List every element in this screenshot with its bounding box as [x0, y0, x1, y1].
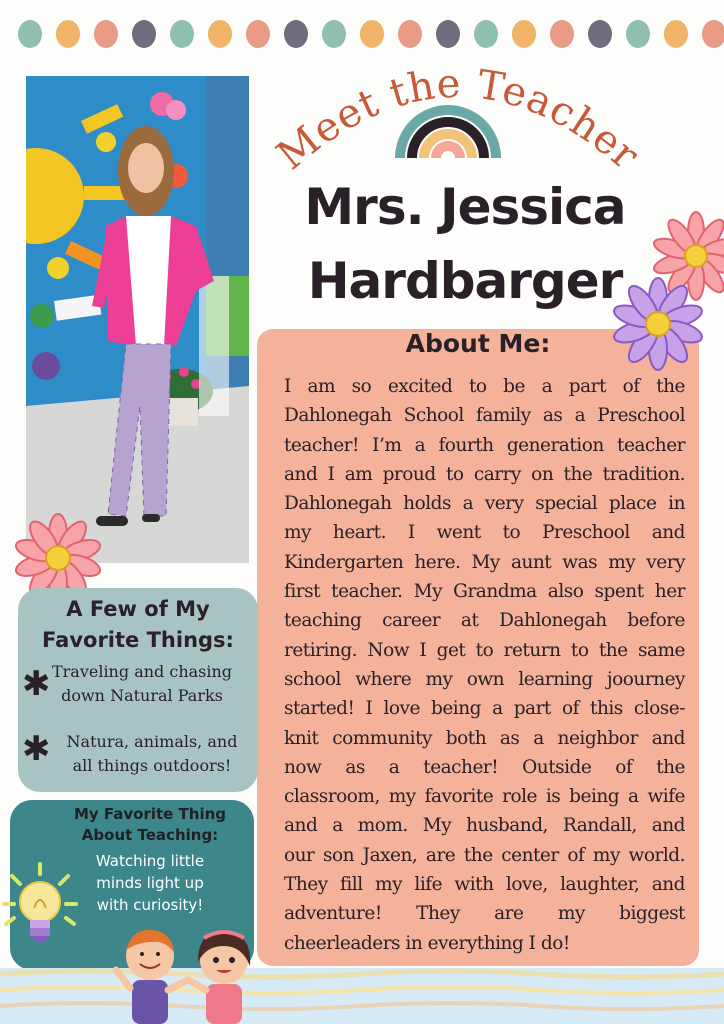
- favorite-teaching-heading-line1: My Favorite Thing: [73, 805, 227, 823]
- svg-text:Meet the Teacher: Meet the Teacher: [268, 60, 648, 178]
- teacher-name-line2: Hardbarger: [307, 252, 623, 310]
- asterisk-bullet-icon: ✱: [22, 664, 51, 704]
- favorite-teaching-heading: [66, 804, 234, 846]
- about-me-line: knit community both as a neighbor and: [284, 727, 685, 749]
- about-me-line: school where my own learning joourney: [284, 668, 685, 690]
- decorative-dot: [56, 20, 80, 48]
- decorative-dot: [246, 20, 270, 48]
- decorative-dot: [626, 20, 650, 48]
- decorative-dot: [702, 20, 724, 48]
- favorite-item: [34, 660, 250, 708]
- meet-the-teacher-title: [268, 48, 648, 178]
- about-me-line: my heart. I went to Preschool and: [284, 522, 685, 544]
- about-me-line: I am so excited to be a part of the: [284, 376, 685, 397]
- kids-illustration: [112, 926, 262, 1024]
- decorative-dot: [512, 20, 536, 48]
- about-me-line: now as a teacher! Outside of the: [284, 756, 685, 778]
- about-me-line: teaching career at Dahlonegah before: [284, 610, 685, 632]
- about-me-line: cheerleaders in everything I do!: [284, 932, 570, 954]
- about-me-line: Dahlonegah holds a very special place in: [284, 493, 685, 515]
- favorite-teaching-heading-line2: About Teaching:: [81, 826, 219, 844]
- bottom-wave-border: [0, 968, 724, 1024]
- favorite-item-line: Traveling and chasing: [51, 662, 233, 681]
- about-me-line: They fill my life with love, laughter, and: [284, 874, 685, 896]
- decorative-dot: [208, 20, 232, 48]
- decorative-dot: [360, 20, 384, 48]
- lightbulb-icon: [0, 862, 80, 952]
- flower-icon: [610, 276, 706, 372]
- favorite-item: [50, 730, 254, 778]
- about-me-line: Kindergarten here. My aunt was my very: [284, 551, 685, 573]
- favorite-things-heading-line2: Favorite Things:: [42, 628, 234, 652]
- favorite-teaching-text-line: Watching little: [95, 852, 205, 870]
- decorative-dot: [588, 20, 612, 48]
- about-me-line: adventure! They are my biggest: [284, 903, 685, 925]
- decorative-dot: [322, 20, 346, 48]
- decorative-dot: [436, 20, 460, 48]
- favorite-item-line: Natura, animals, and: [66, 732, 238, 751]
- decorative-dot: [664, 20, 688, 48]
- decorative-dot: [18, 20, 42, 48]
- decorative-dot: [170, 20, 194, 48]
- about-me-line: classroom, my favorite role is being a wife: [284, 786, 685, 808]
- teacher-name-line1: Mrs. Jessica: [304, 178, 626, 236]
- about-me-line: first teacher. My Grandma also spent her: [284, 581, 685, 603]
- favorite-things-heading: [18, 594, 258, 656]
- decorative-dot: [94, 20, 118, 48]
- about-me-line: and a mom. My husband, Randall, and: [284, 815, 685, 837]
- decorative-dot: [398, 20, 422, 48]
- about-me-line: our son Jaxen, are the center of my world.: [284, 844, 685, 866]
- about-me-line: teacher! I’m a fourth generation teacher: [284, 434, 685, 456]
- rainbow-icon: [400, 110, 496, 158]
- about-me-line: started! I love being a part of this close-: [284, 698, 685, 720]
- favorite-things-heading-line1: A Few of My: [66, 597, 210, 621]
- decorative-dot-row: [18, 20, 724, 48]
- about-me-line: and I am proud to carry on the tradition.: [284, 463, 685, 485]
- about-me-heading: About Me:: [405, 329, 551, 358]
- about-me-text: [284, 372, 685, 958]
- decorative-dot: [550, 20, 574, 48]
- favorite-item-line: all things outdoors!: [72, 756, 232, 775]
- decorative-dot: [474, 20, 498, 48]
- decorative-dot: [132, 20, 156, 48]
- asterisk-bullet-icon: ✱: [22, 729, 51, 769]
- about-me-panel: [257, 329, 699, 966]
- favorite-item-line: down Natural Parks: [61, 686, 223, 705]
- about-me-line: Dahlonegah School family as a Preschool: [284, 405, 685, 427]
- decorative-dot: [284, 20, 308, 48]
- favorite-teaching-text-line: minds light up: [96, 874, 204, 892]
- about-me-line: retiring. Now I get to return to the same: [284, 639, 685, 661]
- favorite-teaching-text: [66, 850, 234, 916]
- teacher-photo: [26, 76, 249, 563]
- favorite-teaching-text-line: with curiosity!: [96, 896, 204, 914]
